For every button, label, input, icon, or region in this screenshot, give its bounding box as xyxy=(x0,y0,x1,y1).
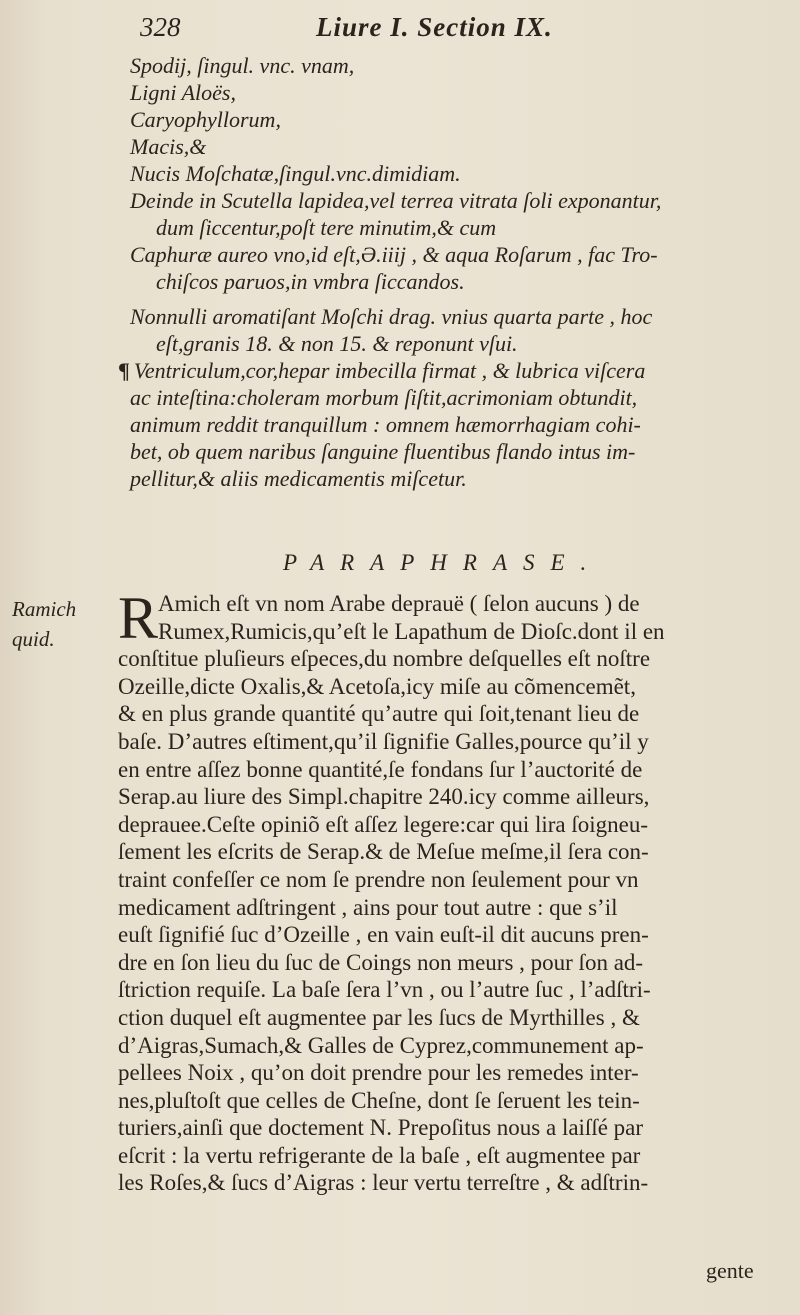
drop-cap: R xyxy=(118,585,159,651)
body-line: en entre aſſez bonne quantité,ſe fondans ſur l’auctorité de xyxy=(118,756,643,782)
recipe-line: Caryophyllorum, xyxy=(130,107,281,132)
body-line: euſt ſignifié ſuc d’Ozeille , en vain euſt-il dit aucuns pren- xyxy=(118,922,649,948)
body-line: deprauee.Ceſte opiniõ eſt aſſez legere:car qui lira ſoigneu- xyxy=(118,811,649,837)
body-line: nes,pluſtoſt que celles de Cheſne, dont ſe ſeruent les tein- xyxy=(118,1087,640,1113)
recipe-line: Deinde in Scutella lapidea,vel terrea vitrata ſoli exponantur, xyxy=(130,188,662,213)
body-line: Ozeille,dicte Oxalis,& Acetoſa,icy miſe au cõmencemẽt, xyxy=(118,673,636,699)
page-header xyxy=(140,12,780,48)
body-line: les Roſes,& ſucs d’Aigras : leur vertu terreſtre , & adſtrin- xyxy=(118,1170,649,1196)
recipe-line: Nucis Moſchatæ,ſingul.vnc.dimidiam. xyxy=(130,161,461,186)
recipe-line: Macis,& xyxy=(130,134,207,159)
page-number: 328 xyxy=(140,12,181,42)
body-line: eſcrit : la vertu refrigerante de la baſe , eſt augmentee par xyxy=(118,1142,641,1168)
body-line: Rumex,Rumicis,qu’eſt le Lapathum de Dioſc.dont il en xyxy=(158,618,665,644)
recipe-line: ac inteſtina:choleram morbum ſiſtit,acrimoniam obtundit, xyxy=(130,385,638,410)
body-line: turiers,ainſi que doctement N. Prepoſitus nous a laiſſé par xyxy=(118,1115,644,1141)
body-line: Serap.au liure des Simpl.chapitre 240.icy comme ailleurs, xyxy=(118,784,650,810)
catchword: gente xyxy=(706,1258,754,1283)
recipe-line: Nonnulli aromatiſant Moſchi drag. vnius quarta parte , hoc xyxy=(130,304,653,329)
body-line: & en plus grande quantité qu’autre qui ſoit,tenant lieu de xyxy=(118,701,640,727)
paraphrase-heading: PARAPHRASE. xyxy=(283,550,603,575)
body-line: traint confeſſer ce nom ſe prendre non ſeulement pour vn xyxy=(118,866,639,892)
recipe-line: animum reddit tranquillum : omnem hæmorrhagiam cohi- xyxy=(130,412,641,437)
body-line: dre en ſon lieu du ſuc de Coings non meurs , pour ſon ad- xyxy=(118,949,644,975)
recipe-line: dum ſiccentur,poſt tere minutim,& cum xyxy=(156,215,497,240)
body-line: ſement les eſcrits de Serap.& de Meſue meſme,il ſera con- xyxy=(118,839,649,865)
recipe-line: chiſcos paruos,in vmbra ſiccandos. xyxy=(156,269,465,294)
body-line: Amich eſt vn nom Arabe deprauë ( ſelon aucuns ) de xyxy=(158,591,640,616)
body-line: medicament adſtringent , ains pour tout autre : que s’il xyxy=(118,894,618,920)
pilcrow-mark: ¶ xyxy=(118,358,130,383)
paraphrase-body xyxy=(118,585,790,1197)
margin-note-line: quid. xyxy=(12,627,55,651)
recipe-line: bet, ob quem naribus ſanguine fluentibus flando intus im- xyxy=(130,439,636,464)
recipe-line: Caphuræ aureo vno,id eſt,Ə.iiij , & aqua Roſarum , fac Tro- xyxy=(130,242,658,267)
virtues-text: Ventriculum,cor,hepar imbecilla firmat , & lubrica viſcera xyxy=(133,358,646,383)
recipe-line: Ligni Aloës, xyxy=(130,80,236,105)
body-line: d’Aigras,Sumach,& Galles de Cyprez,communement ap- xyxy=(118,1032,644,1058)
body-line: ction duquel eſt augmentee par les ſucs de Myrthilles , & xyxy=(118,1004,640,1030)
body-line: baſe. D’autres eſtiment,qu’il ſignifie Galles,pource qu’il y xyxy=(118,728,649,754)
body-line: ſtriction requiſe. La baſe ſera l’vn , ou l’autre ſuc , l’adſtri- xyxy=(118,977,651,1003)
recipe-block xyxy=(118,52,790,492)
running-title: Liure I. Section IX. xyxy=(316,12,553,42)
virtues-line xyxy=(118,357,790,384)
margin-note xyxy=(12,594,122,654)
margin-note-line: Ramich xyxy=(12,597,77,621)
recipe-line: Spodij, ſingul. vnc. vnam, xyxy=(130,53,355,78)
recipe-line: pellitur,& aliis medicamentis miſcetur. xyxy=(130,466,467,491)
body-line: conſtitue pluſieurs eſpeces,du nombre deſquelles eſt noſtre xyxy=(118,646,651,672)
body-line: pellees Noix , qu’on doit prendre pour les remedes inter- xyxy=(118,1060,639,1086)
recipe-line: eſt,granis 18. & non 15. & reponunt vſui. xyxy=(156,331,518,356)
